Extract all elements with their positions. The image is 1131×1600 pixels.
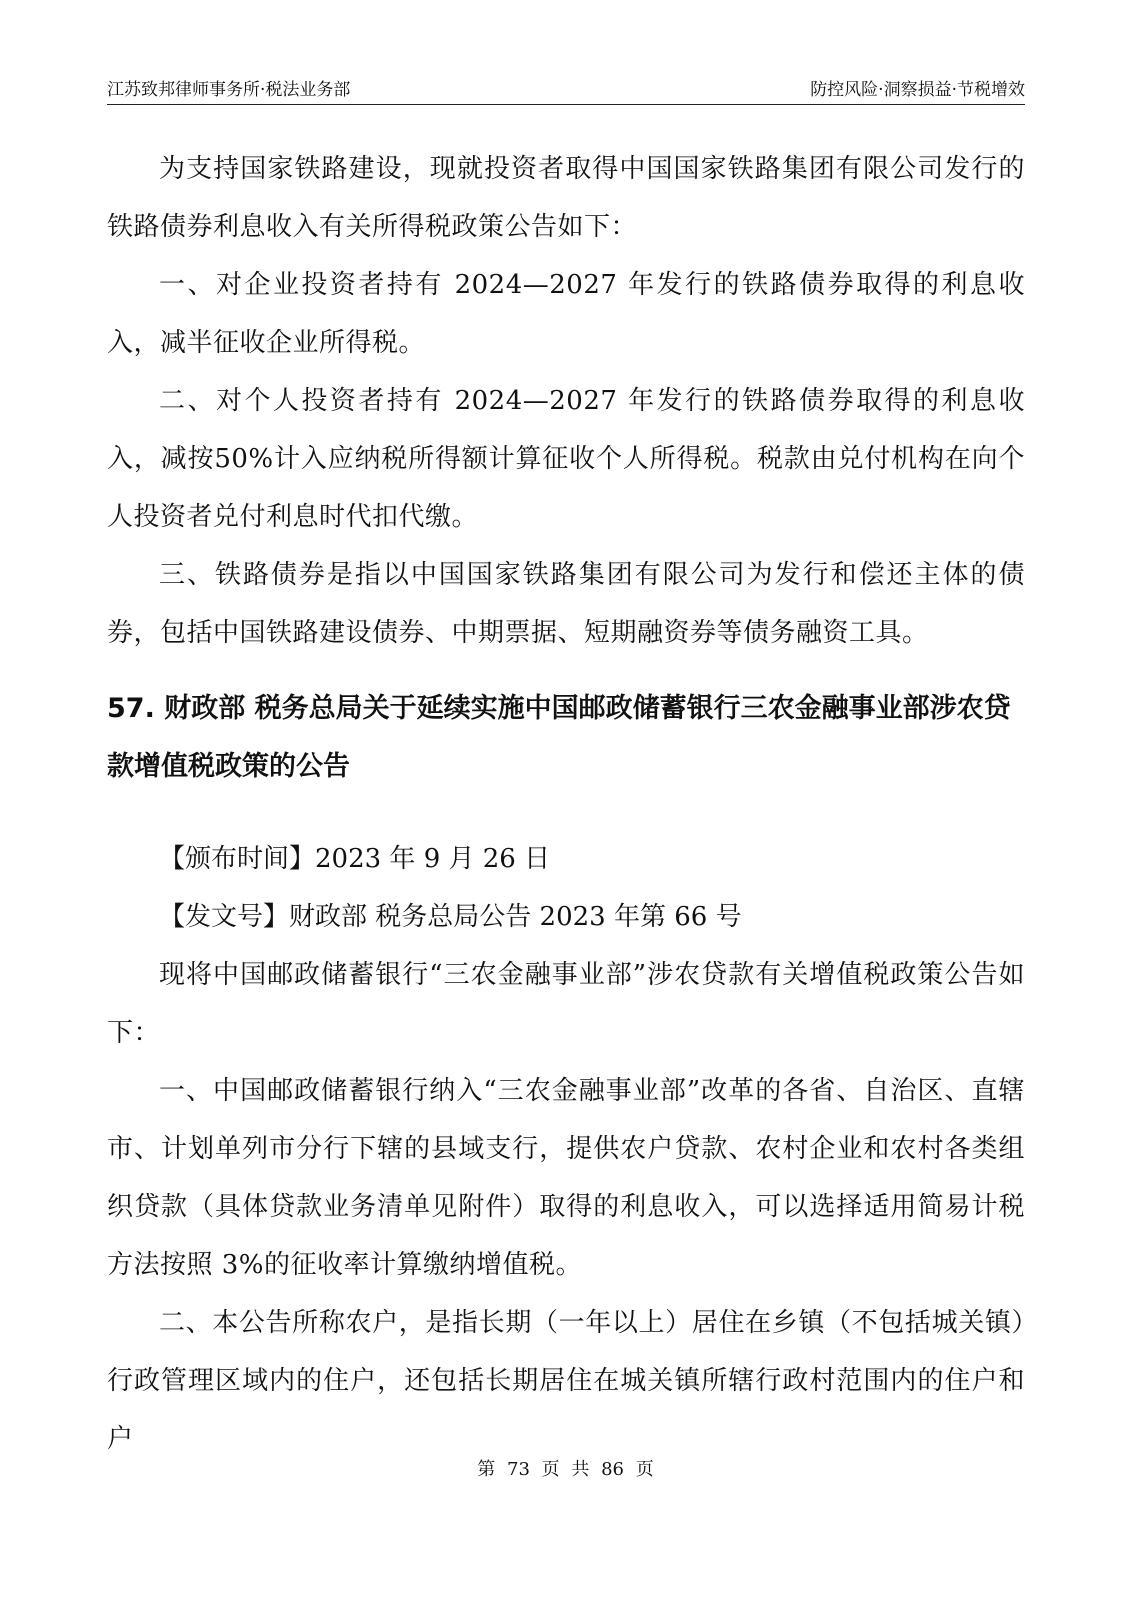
header-slogan: 防控风险·洞察损益·节税增效	[810, 80, 1025, 100]
issue-date: 【颁布时间】2023 年 9 月 26 日	[159, 844, 551, 874]
header-firm-name: 江苏致邦律师事务所·税法业务部	[107, 80, 351, 100]
section57-intro: 现将中国邮政储蓄银行“三农金融事业部”涉农贷款有关增值税政策公告如下：	[107, 960, 1025, 1048]
document-number: 【发文号】财政部 税务总局公告 2023 年第 66 号	[159, 902, 742, 932]
section57-heading: 57. 财政部 税务总局关于延续实施中国邮政储蓄银行三农金融事业部涉农贷款增值税政策的公告	[107, 693, 1011, 782]
section57-item-2: 二、本公告所称农户，是指长期（一年以上）居住在乡镇（不包括城关镇）行政管理区域内的住户，还包括长期居住在城关镇所辖行政村范围内的住户和户	[107, 1308, 1025, 1454]
section57-item-1: 一、中国邮政储蓄银行纳入“三农金融事业部”改革的各省、自治区、直辖市、计划单列市分行下辖的县域支行，提供农户贷款、农村企业和农村各类组织贷款（具体贷款业务清单见附件）取得的利息收入，可以选择适用简易计税方法按照 3%的征收率计算缴纳增值税。	[107, 1076, 1025, 1280]
page-number: 第 73 页 共 86 页	[477, 1459, 654, 1480]
section56-intro: 为支持国家铁路建设，现就投资者取得中国国家铁路集团有限公司发行的铁路债券利息收入有关所得税政策公告如下：	[107, 154, 1025, 242]
section56-item-3: 三、铁路债券是指以中国国家铁路集团有限公司为发行和偿还主体的债券，包括中国铁路建设债券、中期票据、短期融资券等债务融资工具。	[107, 560, 1025, 648]
document-body	[107, 140, 1025, 1468]
page-header	[107, 78, 1025, 105]
section56-item-1: 一、对企业投资者持有 2024—2027 年发行的铁路债券取得的利息收入，减半征收企业所得税。	[107, 270, 1025, 358]
section56-item-2: 二、对个人投资者持有 2024—2027 年发行的铁路债券取得的利息收入，减按50%计入应纳税所得额计算征收个人所得税。税款由兑付机构在向个人投资者兑付利息时代扣代缴。	[107, 386, 1025, 532]
